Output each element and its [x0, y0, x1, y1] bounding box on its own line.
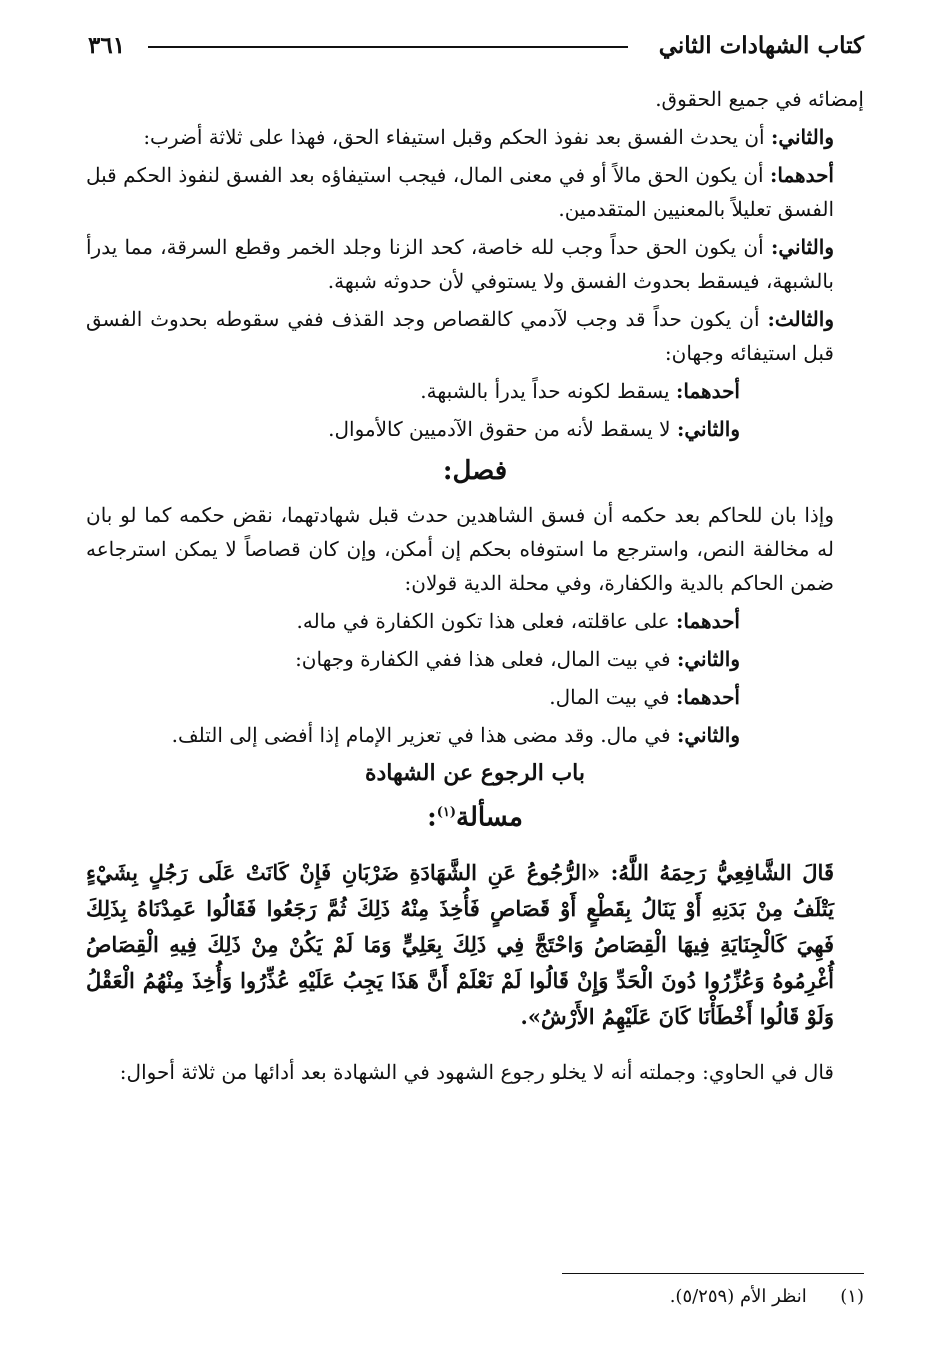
- paragraph: إمضائه في جميع الحقوق.: [655, 87, 864, 111]
- running-header: [88, 32, 864, 68]
- running-title: كتاب الشهادات الثاني: [658, 32, 864, 59]
- paragraph-lead: والثاني:: [770, 125, 834, 149]
- paragraph-lead: أحدهما:: [675, 685, 740, 709]
- paragraph-lead: أحدهما:: [675, 379, 740, 403]
- paragraph: والثاني: لا يسقط لأنه من حقوق الآدميين كالأموال.: [328, 417, 740, 441]
- paragraph: أحدهما: على عاقلته، فعلى هذا تكون الكفارة في ماله.: [296, 609, 740, 633]
- footnote-marker: (١): [840, 1286, 864, 1307]
- paragraph-lead: والثاني:: [770, 235, 834, 259]
- paragraph: والثاني: أن يكون الحق حداً وجب لله خاصة، كحد الزنا وجلد الخمر وقطع السرقة، مما يدرأ بالشبهة، فيسقط بحدوث الفسق ولا يستوفي لأن حدوثه شبهة.: [86, 235, 834, 293]
- paragraph: والثاني: في مال. وقد مضى هذا في تعزير الإمام إذا أفضى إلى التلف.: [171, 723, 740, 747]
- masala-heading: مسألة$^{(١)}$:: [427, 802, 523, 833]
- paragraph: والثالث: أن يكون حداً قد وجب لآدمي كالقصاص وجد القذف ففي سقوطه بحدوث الفسق قبل استيفائه وجهان:: [86, 307, 834, 365]
- paragraph: أحدهما: في بيت المال.: [549, 685, 740, 709]
- header-rule: [148, 46, 628, 48]
- paragraph: أحدهما: يسقط لكونه حداً يدرأ بالشبهة.: [420, 379, 740, 403]
- paragraph: وإذا بان للحاكم بعد حكمه أن فسق الشاهدين حدث قبل شهادتهما، نقض حكمه كما لو بان له مخالفة النص، واسترجع ما استوفاه بحكم إن أمكن، وإن كان قصاصاً لا يمكن استرجاعه ضمن الحاكم بالدية والكفارة، وفي محلة الدية قولان:: [86, 503, 834, 595]
- paragraph-lead: أحدهما:: [769, 163, 834, 187]
- page-body: [86, 82, 864, 1093]
- footnote-reference: (١): [436, 805, 456, 820]
- section-heading-fasl: فصل:: [442, 456, 508, 486]
- shafii-quote: قَالَ الشَّافِعِيُّ رَحِمَهُ اللَّهُ: «الرُّجُوعُ عَنِ الشَّهَادَةِ ضَرْبَانِ فَإِنْ كَانَتْ عَلَى رَجُلٍ بِشَيْءٍ يَتْلَفُ مِنْ بَدَنِهِ أَوْ يَنَالُ بِقَطْعٍ أَوْ قَصَاصٍ فَأُخِذَ مِنْهُ ذَلِكَ ثُمَّ رَجَعُوا فَقَالُوا عَمِدْنَاهُ بِذَلِكَ فَهِيَ كَالْجِنَايَةِ فِيهَا الْقِصَاصُ وَاحْتَجَّ فِي ذَلِكَ بِعَلِيٍّ وَمَا لَمْ يَكُنْ مِنْ ذَلِكَ فِيهِ الْقِصَاصُ أُغْرِمُوهُ وَعُزِّرُوا دُونَ الْحَدِّ وَإِنْ قَالُوا لَمْ نَعْلَمْ أَنَّ هَذَا يَجِبُ عَلَيْهِ عُذِّرُوا وَأُخِذَ مِنْهُمُ الْعَقْلُ وَلَوْ قَالُوا أَخْطَأْنَا كَانَ عَلَيْهِمُ الأَرْشُ».: [86, 859, 834, 1029]
- footnote-separator: [562, 1273, 864, 1274]
- paragraph-lead: والثاني:: [676, 723, 740, 747]
- chapter-heading: باب الرجوع عن الشهادة: [364, 760, 586, 786]
- paragraph-lead: والثالث:: [767, 307, 834, 331]
- footnote-text: انظر الأم (٥/٢٥٩).: [669, 1286, 807, 1307]
- paragraph: والثاني: أن يحدث الفسق بعد نفوذ الحكم وقبل استيفاء الحق، فهذا على ثلاثة أضرب:: [143, 125, 834, 149]
- paragraph-lead: والثاني:: [676, 647, 740, 671]
- paragraph-lead: أحدهما:: [675, 609, 740, 633]
- paragraph: والثاني: في بيت المال، فعلى هذا ففي الكفارة وجهان:: [295, 647, 740, 671]
- paragraph: أحدهما: أن يكون الحق مالاً أو في معنى المال، فيجب استيفاؤه بعد الفسق لنفوذ الحكم قبل الفسق تعليلاً بالمعنيين المتقدمين.: [86, 163, 834, 221]
- page-number: ٣٦١: [88, 32, 126, 59]
- paragraph: قال في الحاوي: وجملته أنه لا يخلو رجوع الشهود في الشهادة بعد أدائها من ثلاثة أحوال:: [119, 1059, 834, 1084]
- paragraph-lead: والثاني:: [676, 417, 740, 441]
- footnote: [670, 1286, 864, 1307]
